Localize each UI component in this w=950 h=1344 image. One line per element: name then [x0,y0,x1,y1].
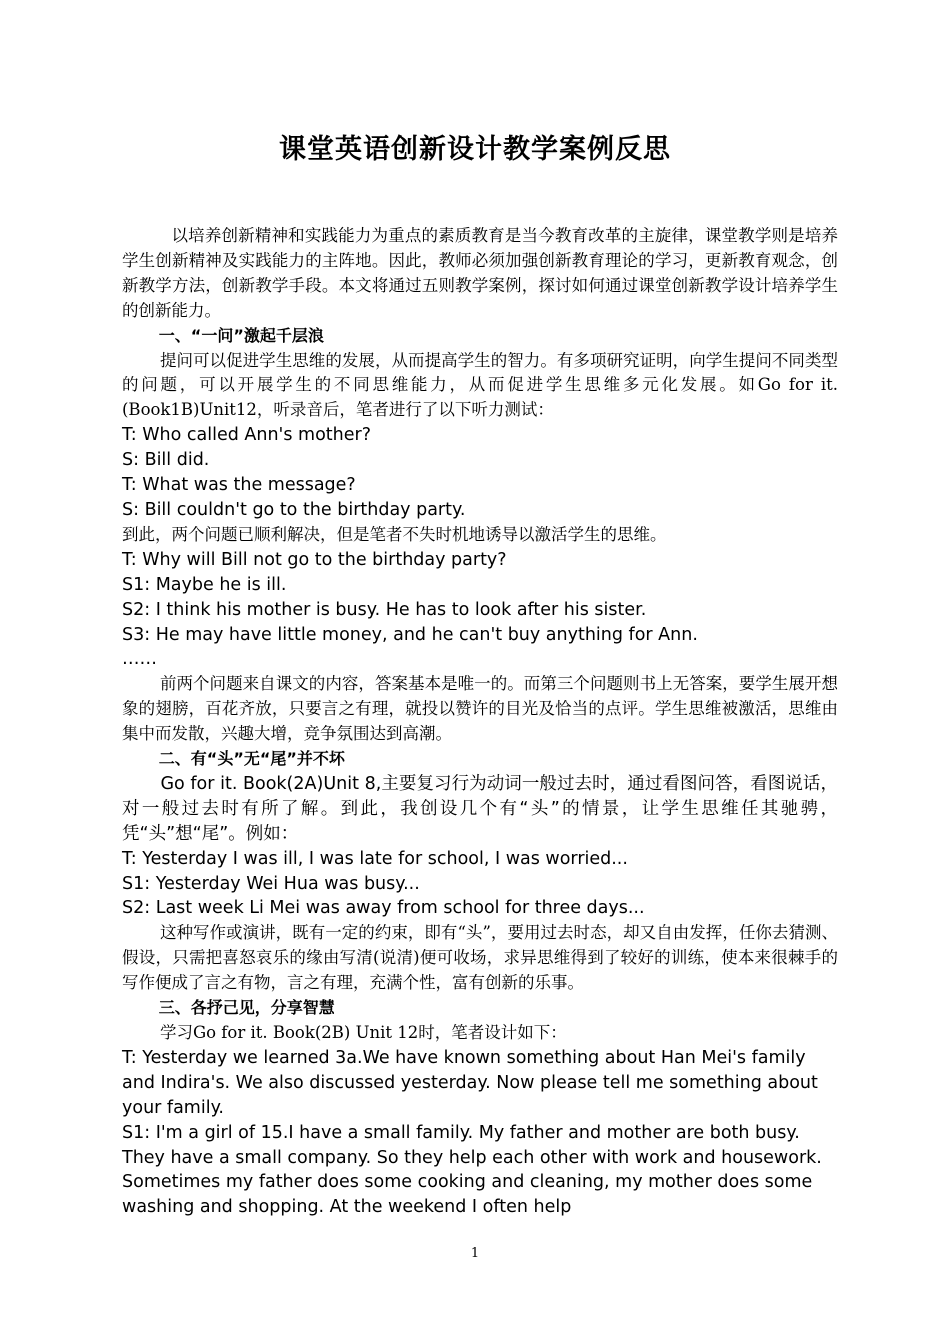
dialogue-line: T: Who called Ann's mother? [122,425,371,446]
dialogue-line: S1: Yesterday Wei Hua was busy... [122,873,420,894]
dialogue-line: T: Yesterday I was ill, I was late for school, I was worried... [122,848,628,869]
dialogue-line: S2: I think his mother is busy. He has to look after his sister. [122,599,647,620]
section-heading-1: 一、“一问”激起千层浪 [158,325,324,345]
paragraph: 学习Go for it. Book(2B) Unit 12时，笔者设计如下： [159,1023,567,1042]
section-heading-3: 三、各抒己见，分享智慧 [158,998,335,1018]
paragraph: 前两个问题来自课文的内容，答案基本是唯一的。而第三个问题则书上无答案，要学生展开想象的翅膀，百花齐放，只要言之有理，就投以赞许的目光及恰当的点评。学生思维被激活，思维由集中而发散，兴趣大增，竞争氛围达到高潮。 [122,674,838,744]
dialogue-line: S3: He may have little money, and he can't buy anything for Ann. [122,624,698,645]
paragraph-intro: 以培养创新精神和实践能力为重点的素质教育是当今教育改革的主旋律，课堂教学则是培养学生创新精神及实践能力的主阵地。因此，教师必须加强创新教育理论的学习，更新教育观念，创新教学方法，创新教学手段。本文将通过五则教学案例，探讨如何通过课堂创新教学设计培养学生的创新能力。 [122,226,838,320]
page-number: 1 [470,1246,480,1261]
dialogue-line: S1: I'm a girl of 15.I have a small family. My father and mother are both busy. They have a small company. So they help each other with work and housework. Sometimes my father does some cooking and cleaning, my mother does some washing and shopping. At the weekend I often help [122,1122,822,1218]
dialogue-line: S: Bill couldn't go to the birthday party. [122,499,466,520]
dialogue-line: T: Yesterday we learned 3a.We have known something about Han Mei's family and Indira's. We also discussed yesterday. Now please tell me something about your family. [122,1047,818,1118]
dialogue-line: S: Bill did. [122,450,210,471]
dialogue-line: S2: Last week Li Mei was away from school for three days... [122,898,645,919]
document-title: 课堂英语创新设计教学案例反思 [279,134,671,165]
dialogue-line: T: Why will Bill not go to the birthday party? [122,549,507,570]
document-body [122,224,838,1220]
paragraph: 提问可以促进学生思维的发展，从而提高学生的智力。有多项研究证明，向学生提问不同类型的问题，可以开展学生的不同思维能力，从而促进学生思维多元化发展。如Go for it. (Book1B)Unit12，听录音后，笔者进行了以下听力测试： [122,350,838,420]
section-heading-2: 二、有“头”无“尾”并不坏 [158,749,345,769]
dialogue-line: T: What was the message? [122,475,356,496]
dialogue-line: S1: Maybe he is ill. [122,574,287,595]
paragraph: 到此，两个问题已顺利解决，但是笔者不失时机地诱导以激活学生的思维。 [122,524,667,544]
paragraph: 这种写作或演讲，既有一定的约束，即有“头”，要用过去时态，却又自由发挥，任你去猜测、假设，只需把喜怒哀乐的缘由写清(说清)便可收场，求异思维得到了较好的训练，使本来很棘手的写作便成了言之有物，言之有理，充满个性，富有创新的乐事。 [122,923,838,993]
paragraph: Go for it. Book(2A)Unit 8,主要复习行为动词一般过去时，通过看图问答，看图说话，对一般过去时有所了解。到此，我创设几个有“头”的情景，让学生思维任其驰骋，凭“头”想“尾”。例如： [122,773,838,844]
ellipsis-line: …… [122,649,157,670]
